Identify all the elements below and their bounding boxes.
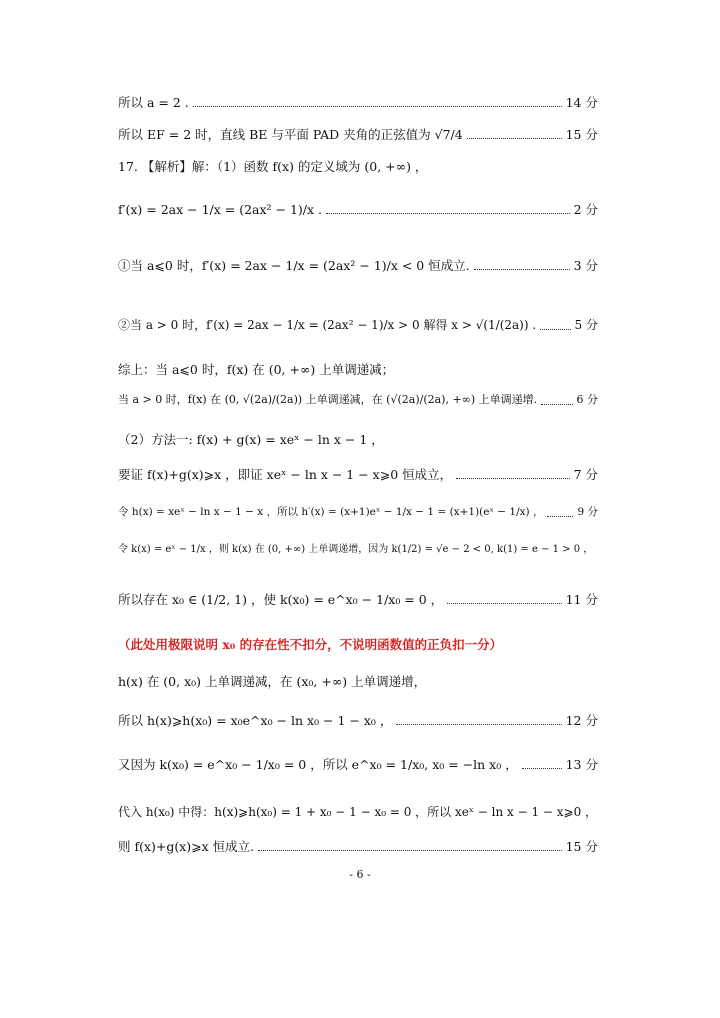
solution-line (118, 197, 598, 221)
solution-text: f′(x) = 2ax − 1/x = (2ax² − 1)/x . (118, 201, 322, 217)
dot-leader (522, 768, 562, 769)
dot-leader (193, 106, 562, 107)
dot-leader (547, 516, 573, 517)
solution-text: 又因为 k(x₀) = e^x₀ − 1/x₀ = 0 ，所以 e^x₀ = 1/x₀, x₀ = −ln x₀ ， (118, 756, 518, 772)
dot-leader (396, 724, 561, 725)
solution-line (118, 462, 598, 486)
solution-line (118, 587, 598, 611)
dot-leader (474, 269, 570, 270)
solution-line (118, 800, 598, 824)
solution-line (118, 122, 598, 146)
score-label: 15 分 (565, 126, 598, 142)
solution-text: ②当 a > 0 时，f′(x) = 2ax − 1/x = (2ax² − 1)/x > 0 解得 x > √(1/(2a)) . (118, 317, 537, 332)
score-label: 15 分 (565, 838, 598, 854)
score-label: 14 分 (565, 94, 598, 110)
dot-leader (326, 213, 570, 214)
solution-line (118, 388, 598, 412)
solution-text: h(x) 在 (0, x₀) 上单调递减，在 (x₀, +∞) 上单调递增， (118, 673, 427, 689)
solution-text: 令 k(x) = eˣ − 1/x ，则 k(x) 在 (0, +∞) 上单调递增，因为 k(1/2) = √e − 2 < 0, k(1) = e − 1 > 0 ， (118, 544, 594, 555)
solution-text: 代入 h(x₀) 中得：h(x)⩾h(x₀) = 1 + x₀ − 1 − x₀ = 0 ，所以 xeˣ − ln x − 1 − x⩾0 ， (118, 804, 598, 819)
solution-line (118, 752, 598, 776)
solution-text: ①当 a⩽0 时，f′(x) = 2ax − 1/x = (2ax² − 1)/x < 0 恒成立. (118, 257, 470, 273)
score-label: 2 分 (573, 201, 598, 217)
solution-line (118, 357, 598, 381)
dot-leader (467, 138, 562, 139)
score-label: 6 分 (576, 393, 598, 407)
solution-text: 所以 a = 2 . (118, 94, 189, 110)
solution-line (118, 313, 598, 337)
solution-text: 17. 【解析】解：（1）函数 f(x) 的定义域为 (0, +∞) ， (118, 158, 428, 174)
score-label: 7 分 (573, 466, 598, 482)
dot-leader (456, 478, 569, 479)
score-label: 12 分 (565, 712, 598, 728)
solution-text: 所以 EF = 2 时，直线 BE 与平面 PAD 夹角的正弦值为 √7/4 (118, 126, 463, 142)
score-label: 11 分 (565, 591, 598, 607)
dot-leader (258, 850, 561, 851)
solution-line (118, 538, 598, 562)
solution-text: 令 h(x) = xeˣ − ln x − 1 − x ，所以 h′(x) = (x+1)eˣ − 1/x − 1 = (x+1)(eˣ − 1/x) ， (118, 505, 544, 518)
solution-line (118, 632, 598, 656)
score-label: 3 分 (573, 257, 598, 273)
score-label: 13 分 (565, 756, 598, 772)
solution-line (118, 90, 598, 114)
solution-line (118, 708, 598, 732)
dot-leader (541, 404, 572, 405)
solution-line (118, 500, 598, 524)
page-number: - 6 - (349, 868, 371, 881)
grading-note: （此处用极限说明 x₀ 的存在性不扣分，不说明函数值的正负扣一分） (118, 636, 503, 652)
solution-line (118, 669, 598, 693)
solution-line (118, 253, 598, 277)
dot-leader (540, 329, 570, 330)
solution-text: 则 f(x)+g(x)⩾x 恒成立. (118, 838, 255, 854)
solution-text: 当 a > 0 时，f(x) 在 (0, √(2a)/(2a)) 上单调递减，在 (√(2a)/(2a), +∞) 上单调递增. (118, 393, 538, 407)
solution-text: 综上：当 a⩽0 时，f(x) 在 (0, +∞) 上单调递减； (118, 361, 395, 377)
solution-text: 要证 f(x)+g(x)⩾x ，即证 xeˣ − ln x − 1 − x⩾0 恒成立， (118, 466, 453, 482)
score-label: 9 分 (577, 505, 598, 518)
dot-leader (447, 603, 561, 604)
solution-line (118, 154, 598, 178)
solution-line (118, 427, 598, 451)
solution-text: 所以存在 x₀ ∈ (1/2, 1) ，使 k(x₀) = e^x₀ − 1/x₀ = 0 ， (118, 591, 444, 607)
score-label: 5 分 (574, 317, 598, 332)
solution-text: （2）方法一: f(x) + g(x) = xeˣ − ln x − 1 ， (118, 431, 384, 447)
solution-line (118, 834, 598, 858)
solution-text: 所以 h(x)⩾h(x₀) = x₀e^x₀ − ln x₀ − 1 − x₀ ， (118, 712, 393, 728)
